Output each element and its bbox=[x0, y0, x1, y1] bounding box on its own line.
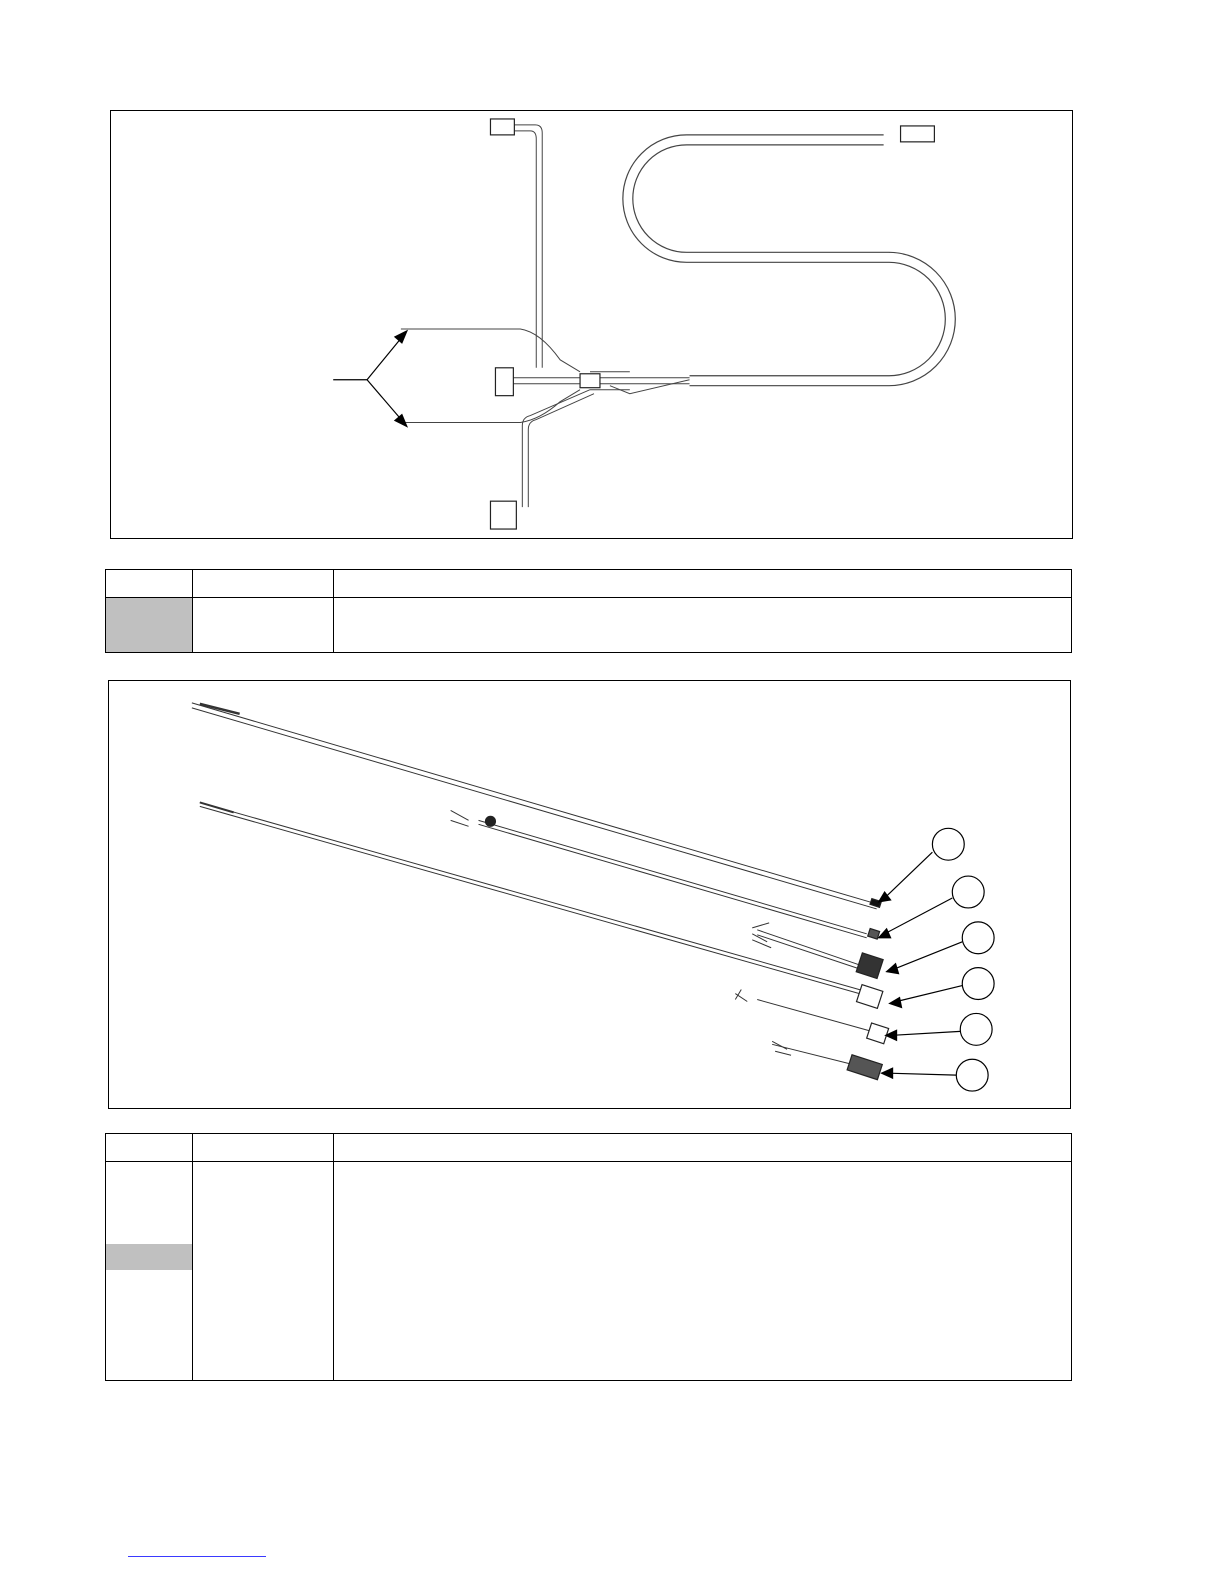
shaded-band bbox=[106, 1244, 192, 1270]
callout-balloons bbox=[932, 828, 994, 1091]
bottom-connector bbox=[490, 501, 516, 529]
harness-drawing bbox=[111, 111, 1072, 538]
top-connector bbox=[490, 119, 514, 135]
center-connector bbox=[495, 368, 513, 396]
parts-table-2 bbox=[105, 1133, 1072, 1381]
table-cell bbox=[193, 598, 334, 653]
table-cell bbox=[106, 1162, 193, 1381]
callout-balloon bbox=[952, 876, 984, 908]
leader-arrows bbox=[879, 852, 963, 1078]
harness-figure bbox=[110, 110, 1073, 539]
callout-balloon bbox=[956, 1059, 988, 1091]
cable-drawing bbox=[109, 681, 1070, 1108]
parts-table-1 bbox=[105, 569, 1072, 653]
cable-assortment-figure bbox=[108, 680, 1071, 1109]
header-cell bbox=[193, 1134, 334, 1162]
callout-balloon bbox=[962, 922, 994, 954]
footer-link-underline[interactable] bbox=[128, 1556, 266, 1557]
leader-arrows bbox=[333, 331, 407, 427]
header-cell bbox=[193, 570, 334, 598]
header-cell bbox=[106, 570, 193, 598]
table-cell bbox=[106, 598, 193, 653]
callout-balloon bbox=[932, 828, 964, 860]
callout-balloon bbox=[962, 968, 994, 1000]
table-cell bbox=[193, 1162, 334, 1381]
header-cell bbox=[334, 1134, 1072, 1162]
table-cell bbox=[334, 598, 1072, 653]
header-cell bbox=[334, 570, 1072, 598]
end-connector bbox=[901, 126, 935, 142]
callout-balloon bbox=[960, 1013, 992, 1045]
table-cell bbox=[334, 1162, 1072, 1381]
header-cell bbox=[106, 1134, 193, 1162]
